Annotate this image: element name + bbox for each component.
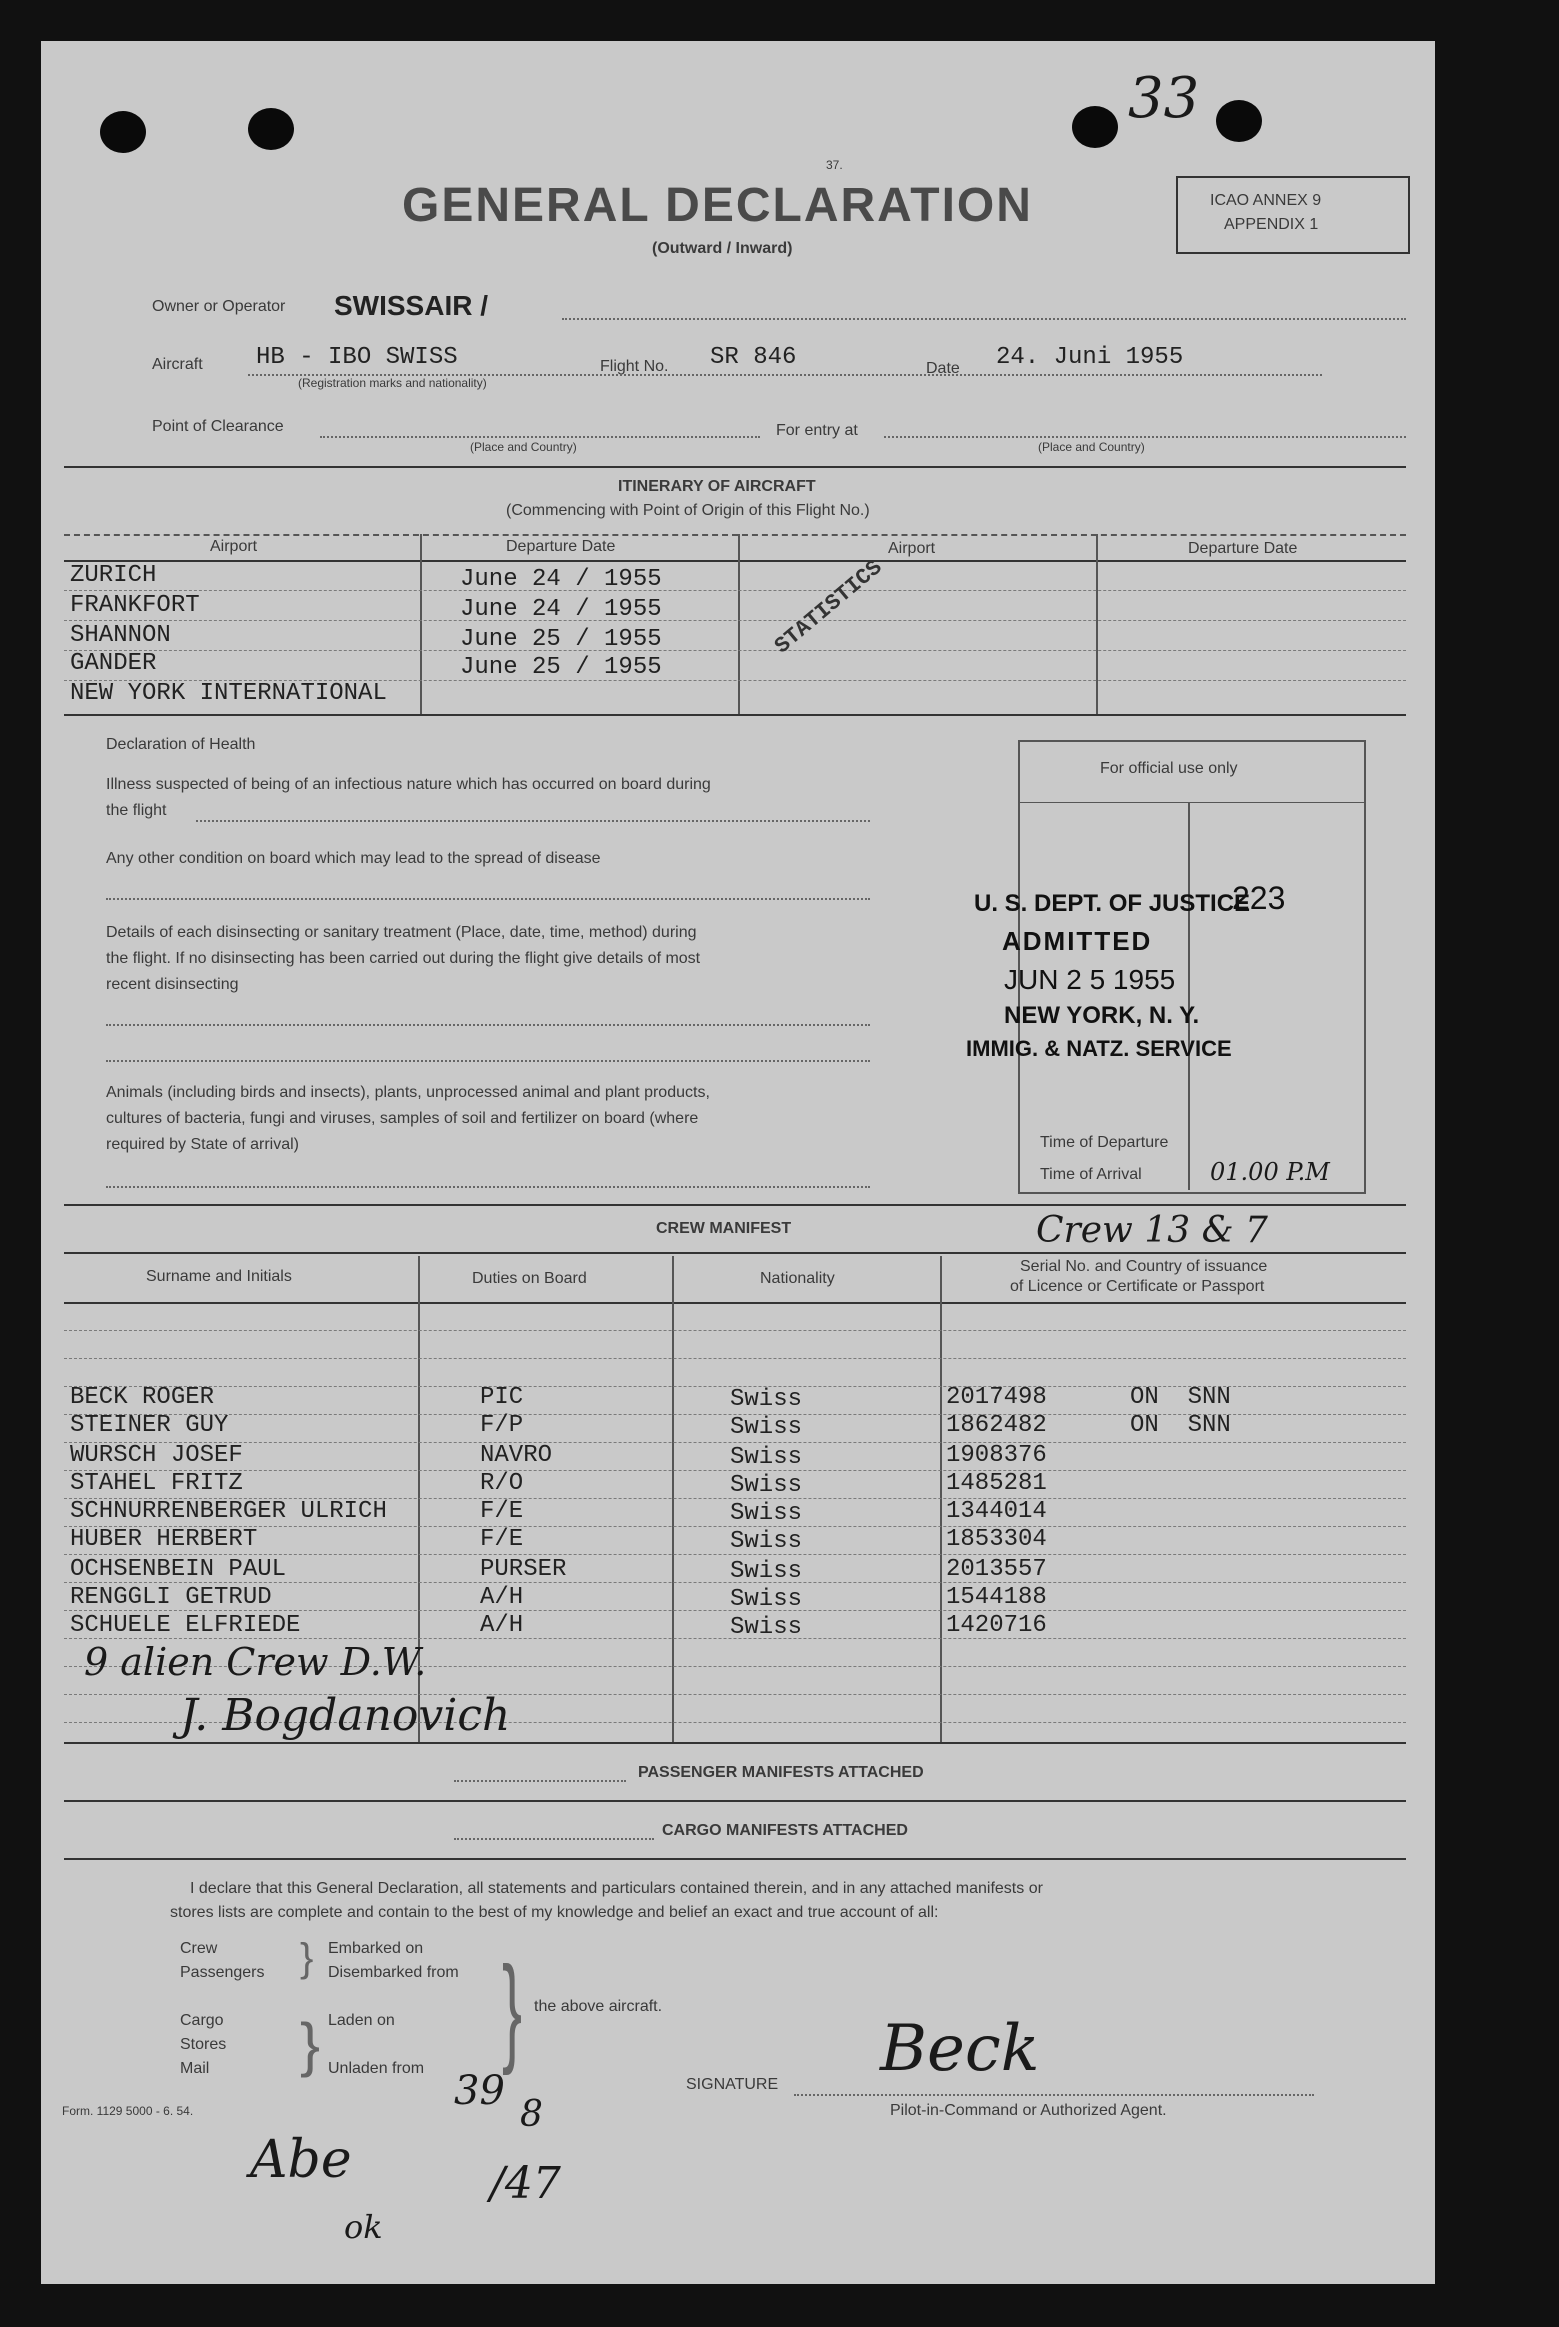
col-nationality: Nationality (760, 1270, 835, 1287)
stamp-admitted: ADMITTED (1002, 926, 1153, 956)
col-departure: Departure Date (506, 538, 616, 555)
itinerary-header-rule (64, 560, 1406, 562)
aircraft-underline (248, 374, 1322, 376)
health-line (106, 898, 870, 900)
crew-duty: R/O (480, 1470, 524, 1497)
crew-name: BECK ROGER (70, 1384, 215, 1411)
pilot-label: Pilot-in-Command or Authorized Agent. (890, 2102, 1167, 2119)
crew-name: HUBER HERBERT (70, 1526, 258, 1553)
row-line (64, 1442, 1406, 1443)
page-number: 33 (1128, 66, 1200, 131)
health-q1-line1: Illness suspected of being of an infectious nature which has occurred on board during (106, 776, 711, 793)
crew-nationality: Swiss (730, 1528, 803, 1555)
stamp-service: IMMIG. & NATZ. SERVICE (966, 1036, 1232, 1061)
punch-hole (248, 108, 294, 150)
col-departure2: Departure Date (1188, 540, 1298, 557)
brace-3: } (502, 1942, 523, 2076)
date-value: 24. Juni 1955 (996, 344, 1184, 371)
section-rule (64, 466, 1406, 468)
statistics-stamp: STATISTICS (770, 555, 888, 660)
stamp-dept: U. S. DEPT. OF JUSTICE (974, 890, 1251, 917)
itinerary-airport: SHANNON (70, 622, 171, 649)
crew-serial: 1344014 (946, 1498, 1047, 1525)
brace-2: } (300, 2011, 321, 2078)
form-title: GENERAL DECLARATION (402, 179, 1033, 232)
stamp-number: 223 (1232, 880, 1286, 916)
arrival-value: 01.00 P.M (1210, 1158, 1330, 1186)
crew-serial: 1485281 (946, 1470, 1047, 1497)
crew-nationality: Swiss (730, 1444, 803, 1471)
crew-serial: 1420716 (946, 1612, 1047, 1639)
place-country-2: (Place and Country) (1038, 440, 1145, 454)
declaration-line1: I declare that this General Declaration, all statements and particulars contained therein, and in any attached manifests or (190, 1880, 1043, 1897)
section-rule (64, 1204, 1406, 1206)
itinerary-airport: FRANKFORT (70, 592, 200, 619)
crew-title: CREW MANIFEST (656, 1220, 792, 1237)
itinerary-subtitle: (Commencing with Point of Origin of this Flight No.) (506, 502, 870, 519)
health-q3-line2: the flight. If no disinsecting has been carried out during the flight give details of most (106, 950, 701, 967)
hand-bottom-3: 8 (520, 2094, 543, 2135)
decl-embarked: Embarked on (328, 1940, 424, 1957)
flight-value: SR 846 (710, 344, 797, 371)
itinerary-title: ITINERARY OF AIRCRAFT (618, 478, 816, 495)
crew-hand-note: Crew 13 & 7 (1036, 1210, 1268, 1251)
registration-note: (Registration marks and nationality) (298, 376, 487, 390)
aircraft-label: Aircraft (152, 356, 203, 373)
itinerary-date: June 24 / 1955 (460, 566, 662, 593)
health-line (106, 1060, 870, 1062)
form-number: Form. 1129 5000 - 6. 54. (62, 2104, 194, 2118)
col-surname: Surname and Initials (146, 1268, 292, 1285)
date-label: Date (926, 360, 960, 377)
stamp-date: JUN 2 5 1955 (1004, 964, 1176, 995)
health-q4-line3: required by State of arrival) (106, 1136, 299, 1153)
aircraft-value: HB - IBO SWISS (256, 344, 458, 371)
crew-duty: F/E (480, 1498, 524, 1525)
entry-underline (884, 436, 1406, 438)
crew-serial: 2013557 (946, 1556, 1047, 1583)
declaration-line2: stores lists are complete and contain to the best of my knowledge and belief an exact and true account of all: (170, 1904, 939, 1921)
form-subtitle: (Outward / Inward) (652, 240, 793, 257)
health-q4-line1: Animals (including birds and insects), plants, unprocessed animal and plant products, (106, 1084, 710, 1101)
punch-hole (1072, 106, 1118, 148)
crew-top-rule (64, 1252, 1406, 1254)
signature-line (794, 2094, 1314, 2096)
section-rule (64, 1742, 1406, 1744)
crew-serial: 1544188 (946, 1584, 1047, 1611)
itinerary-date: June 25 / 1955 (460, 626, 662, 653)
decl-crew: Crew (180, 1940, 218, 1957)
arrival-label: Time of Arrival (1040, 1166, 1142, 1183)
crew-serial: 1853304 (946, 1526, 1047, 1553)
crew-nationality: Swiss (730, 1614, 803, 1641)
crew-col-line (672, 1256, 674, 1742)
small-mark: 37. (826, 158, 843, 172)
col-airport2: Airport (888, 540, 936, 557)
crew-duty: F/P (480, 1412, 524, 1439)
itinerary-col-line (1096, 534, 1098, 716)
health-line (106, 1186, 870, 1188)
crew-name: SCHUELE ELFRIEDE (70, 1612, 301, 1639)
stamp-city: NEW YORK, N. Y. (1004, 1002, 1200, 1029)
crew-serial: 2017498 (946, 1384, 1047, 1411)
health-q3-line3: recent disinsecting (106, 976, 239, 993)
col-airport: Airport (210, 538, 258, 555)
itinerary-airport: ZURICH (70, 562, 157, 589)
punch-hole (100, 111, 146, 153)
owner-underline (562, 318, 1406, 320)
crew-col-line (940, 1256, 942, 1742)
crew-serial: 1908376 (946, 1442, 1047, 1469)
health-line (196, 820, 870, 822)
annex-line2: APPENDIX 1 (1224, 216, 1319, 233)
crew-name: STAHEL FRITZ (70, 1470, 243, 1497)
crew-duty: A/H (480, 1612, 524, 1639)
entry-label: For entry at (776, 422, 858, 439)
health-title: Declaration of Health (106, 736, 256, 753)
crew-name: SCHNURRENBERGER ULRICH (70, 1498, 387, 1525)
cargo-manifest-line (454, 1838, 654, 1840)
health-line (106, 1024, 870, 1026)
decl-above-aircraft: the above aircraft. (534, 1998, 663, 2015)
decl-passengers: Passengers (180, 1964, 265, 1981)
crew-duty: A/H (480, 1584, 524, 1611)
punch-hole (1216, 100, 1262, 142)
official-col-line (1188, 802, 1190, 1190)
decl-laden: Laden on (328, 2012, 395, 2029)
hand-bottom-4: /47 (490, 2158, 561, 2209)
official-title: For official use only (1100, 760, 1238, 777)
row-line (64, 1358, 1406, 1359)
crew-duty: NAVRO (480, 1442, 553, 1469)
crew-extra: ON SNN (1130, 1384, 1231, 1411)
itinerary-date: June 24 / 1955 (460, 596, 662, 623)
hand-bottom-1: Abe (250, 2130, 352, 2190)
health-q3-line1: Details of each disinsecting or sanitary treatment (Place, date, time, method) during (106, 924, 697, 941)
crew-nationality: Swiss (730, 1500, 803, 1527)
owner-label: Owner or Operator (152, 298, 286, 315)
passenger-manifest-line (454, 1780, 626, 1782)
itinerary-col-line (420, 534, 422, 716)
decl-mail: Mail (180, 2060, 210, 2077)
crew-nationality: Swiss (730, 1472, 803, 1499)
itinerary-date: June 25 / 1955 (460, 654, 662, 681)
itinerary-airport: NEW YORK INTERNATIONAL (70, 680, 387, 707)
annex-line1: ICAO ANNEX 9 (1210, 192, 1322, 209)
col-serial-1: Serial No. and Country of issuance (1020, 1258, 1268, 1275)
crew-duty: PURSER (480, 1556, 567, 1583)
official-rule (1018, 802, 1364, 803)
crew-name: WURSCH JOSEF (70, 1442, 243, 1469)
crew-name: RENGGLI GETRUD (70, 1584, 272, 1611)
signature-label: SIGNATURE (686, 2076, 779, 2093)
decl-stores: Stores (180, 2036, 227, 2053)
crew-serial: 1862482 (946, 1412, 1047, 1439)
crew-hand-line1: 9 alien Crew D.W. (84, 1640, 427, 1684)
hand-bottom-2: 39 (454, 2068, 505, 2114)
clearance-label: Point of Clearance (152, 418, 284, 435)
row-line (64, 590, 1406, 591)
flight-label: Flight No. (600, 358, 669, 375)
signature-value: Beck (880, 2012, 1040, 2086)
cargo-manifests: CARGO MANIFESTS ATTACHED (662, 1822, 908, 1839)
passenger-manifests: PASSENGER MANIFESTS ATTACHED (638, 1764, 924, 1781)
health-q4-line2: cultures of bacteria, fungi and viruses, samples of soil and fertilizer on board (where (106, 1110, 699, 1127)
health-q1-line2: the flight (106, 802, 167, 819)
decl-unladen: Unladen from (328, 2060, 425, 2077)
row-line (64, 1330, 1406, 1331)
crew-nationality: Swiss (730, 1558, 803, 1585)
brace-1: } (300, 1936, 314, 1980)
crew-nationality: Swiss (730, 1414, 803, 1441)
departure-label: Time of Departure (1040, 1134, 1169, 1151)
health-q2: Any other condition on board which may lead to the spread of disease (106, 850, 601, 867)
itinerary-top-rule (64, 534, 1406, 536)
decl-disembarked: Disembarked from (328, 1964, 459, 1981)
crew-duty: PIC (480, 1384, 524, 1411)
crew-name: OCHSENBEIN PAUL (70, 1556, 287, 1583)
itinerary-airport: GANDER (70, 650, 157, 677)
col-duties: Duties on Board (472, 1270, 587, 1287)
row-line (64, 650, 1406, 651)
crew-nationality: Swiss (730, 1586, 803, 1613)
crew-nationality: Swiss (730, 1386, 803, 1413)
crew-hand-line2: J. Bogdanovich (180, 1690, 511, 1741)
section-rule (64, 1858, 1406, 1860)
annex-box (1176, 176, 1410, 254)
section-rule (64, 1800, 1406, 1802)
clearance-underline (320, 436, 760, 438)
hand-bottom-5: ok (344, 2208, 383, 2246)
crew-header-rule (64, 1302, 1406, 1304)
itinerary-col-line (738, 534, 740, 716)
owner-value: SWISSAIR / (334, 290, 489, 321)
row-line (64, 620, 1406, 621)
crew-name: STEINER GUY (70, 1412, 229, 1439)
crew-duty: F/E (480, 1526, 524, 1553)
itinerary-bottom-rule (64, 714, 1406, 716)
place-country-1: (Place and Country) (470, 440, 577, 454)
col-serial-2: of Licence or Certificate or Passport (1010, 1278, 1265, 1295)
crew-extra: ON SNN (1130, 1412, 1231, 1439)
decl-cargo: Cargo (180, 2012, 224, 2029)
